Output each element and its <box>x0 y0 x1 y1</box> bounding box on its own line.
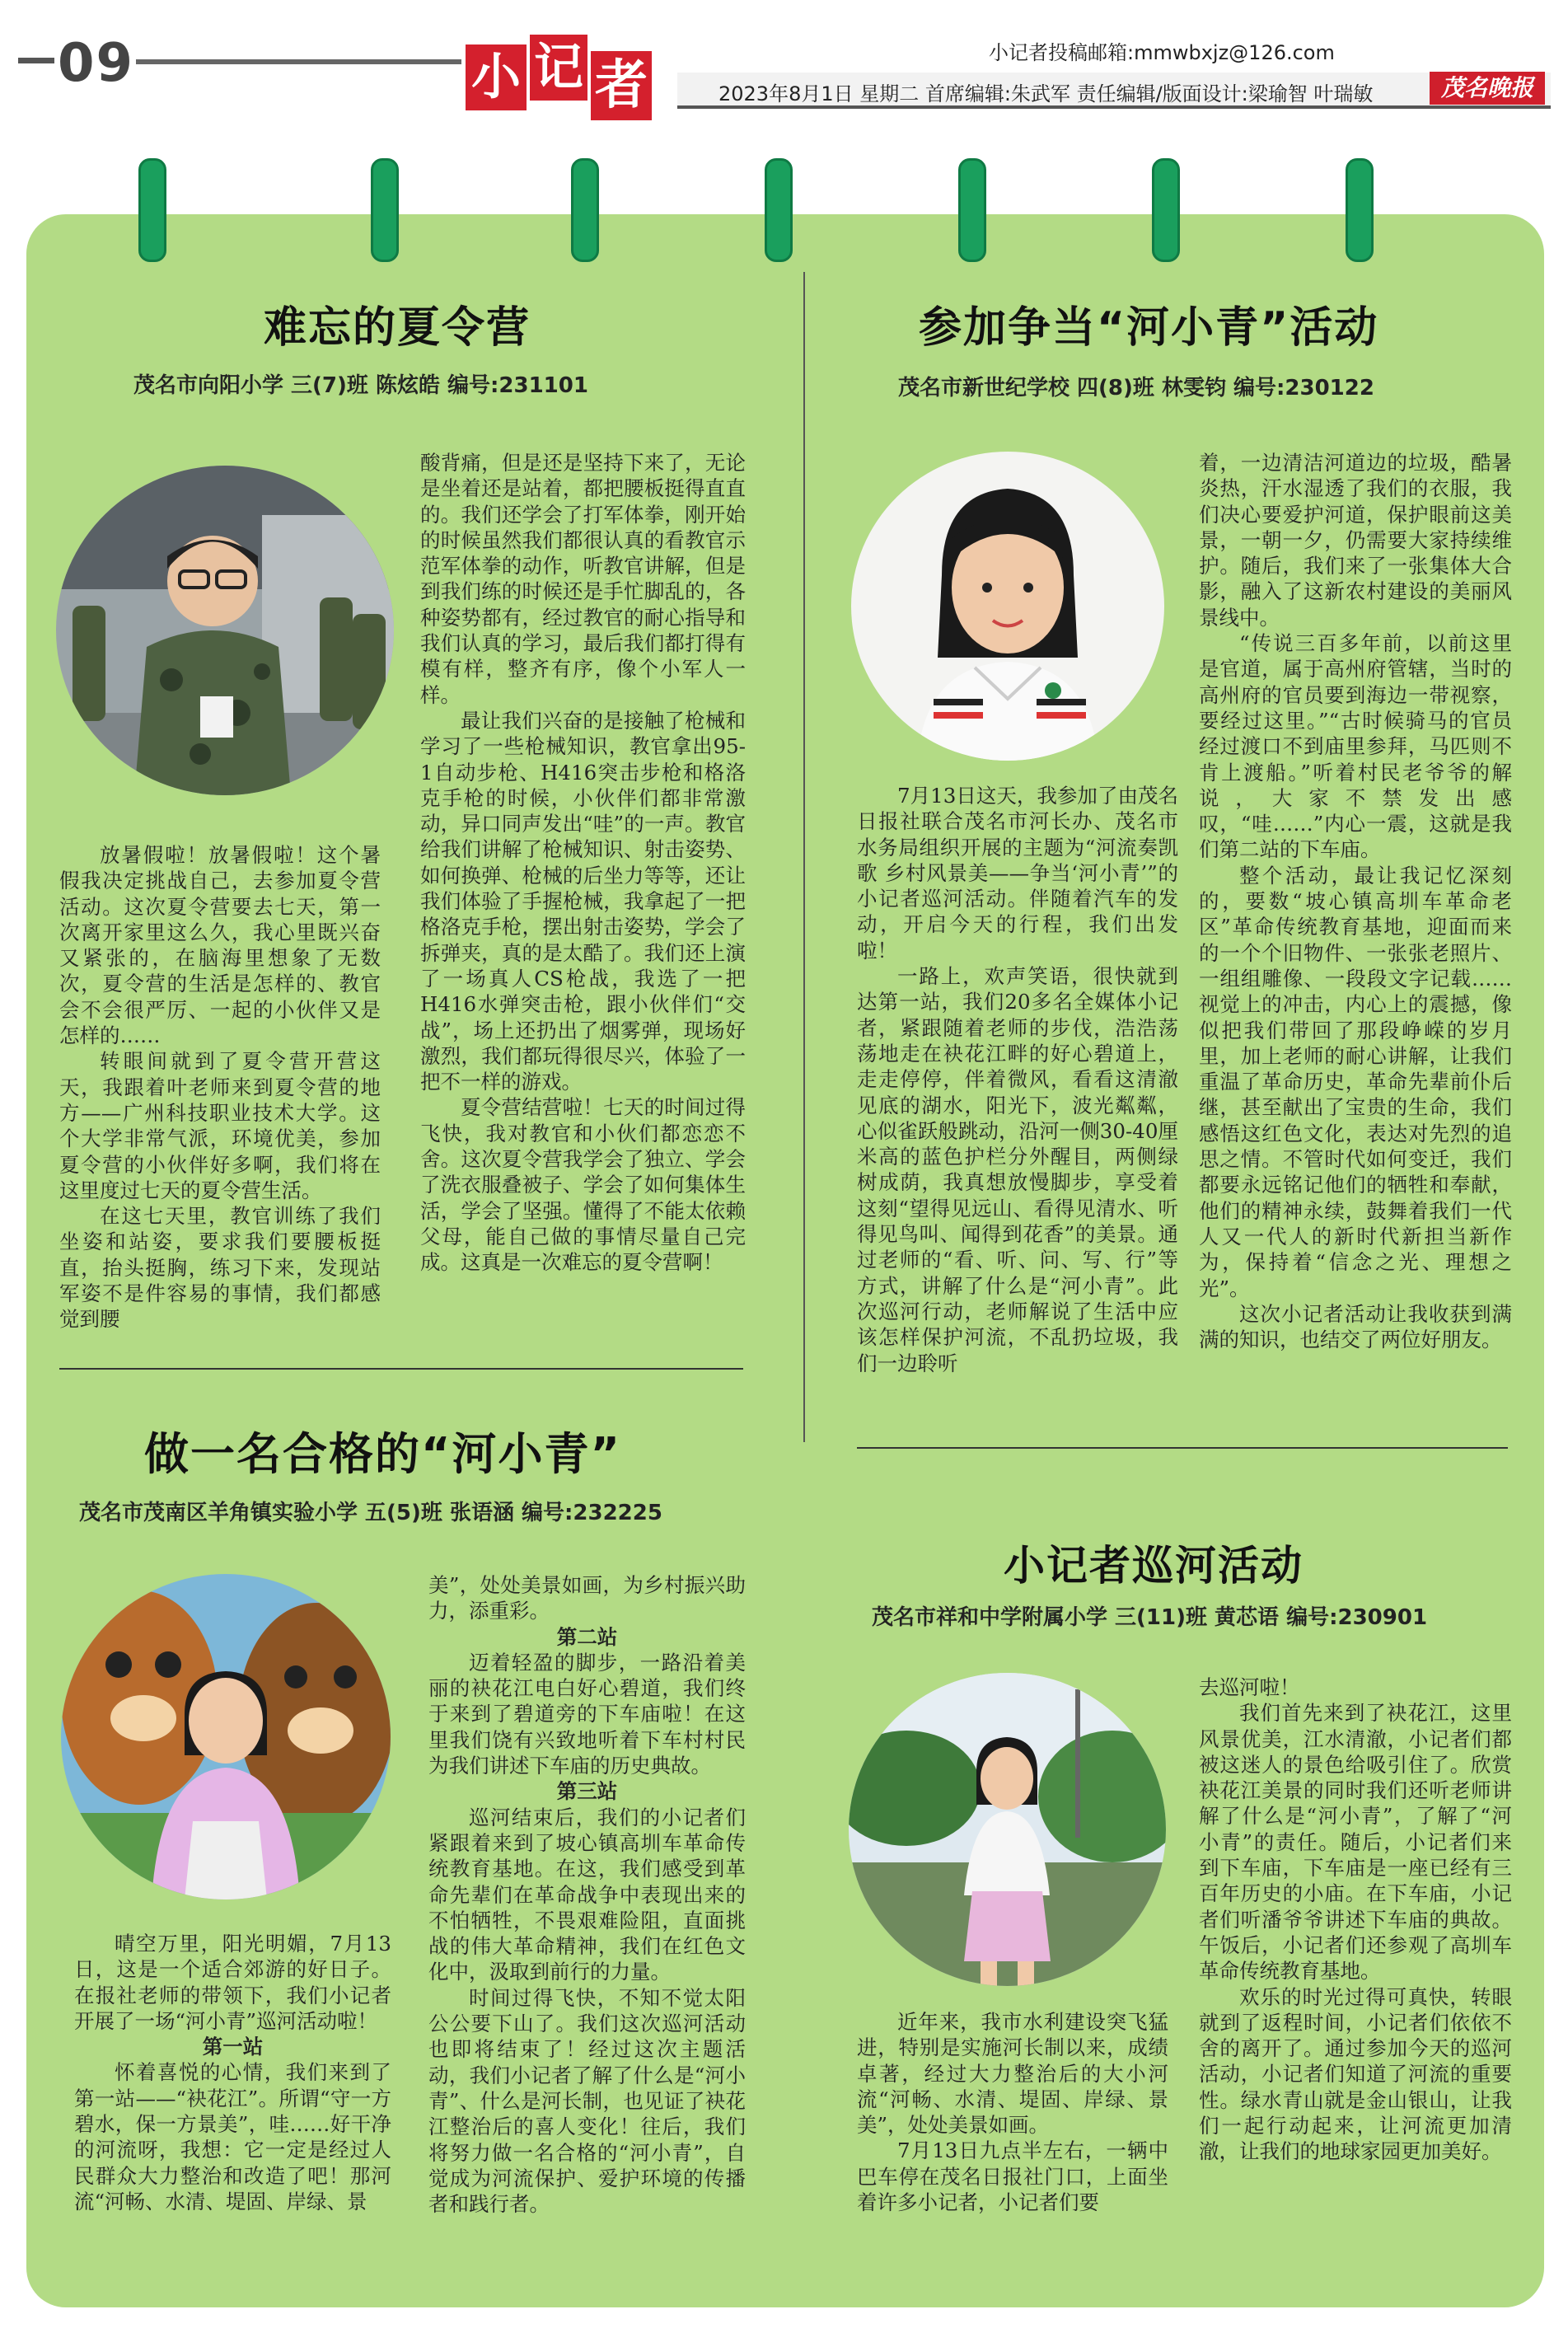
binder-ring-icon <box>371 158 399 262</box>
column-divider <box>803 272 805 1442</box>
paragraph: 近年来，我市水利建设突飞猛进，特别是实施河长制以来，成绩卓著，经过大力整治后的大小河流“河畅、水清、堤固、岸绿、景美”，处处美景如画。 <box>857 2010 1168 2138</box>
binder-ring-icon <box>1152 158 1180 262</box>
article-byline: 茂名市新世纪学校 四(8)班 林雯钧 编号:230122 <box>898 376 1374 400</box>
issue-meta: 2023年8月1日 星期二 首席编辑:朱武军 责任编辑/版面设计:梁瑜智 叶瑞敏 <box>718 82 1374 105</box>
photo-boy-camp-image <box>56 466 394 795</box>
article-3-column-2 <box>428 1572 746 2217</box>
article-byline: 茂名市向阳小学 三(7)班 陈炫皓 编号:231101 <box>133 373 588 398</box>
article-title: 难忘的夏令营 <box>264 303 531 353</box>
paragraph: 巡河结束后，我们的小记者们紧跟着来到了坡心镇高圳车革命传统教育基地。在这，我们感受到革命先辈们在革命战争中表现出来的不怕牺牲，不畏艰难险阻，直面挑战的伟大革命精神，我们在红色文化中，汲取到前行的力量。 <box>428 1805 746 1984</box>
paragraph: 时间过得飞快，不知不觉太阳公公要下山了。我们这次巡河活动也即将结束了！经过这次主题活动，我们小记者了解了什么是“河小青”、什么是河长制，也见证了袂花江整治后的喜人变化！往后，我们将努力做一名合格的“河小青”，自觉成为河流保护、爱护环境的传播者和践行者。 <box>428 1985 746 2217</box>
author-photo <box>61 1574 391 1899</box>
subheading: 第二站 <box>556 1624 618 1649</box>
binder-ring-icon <box>765 158 793 262</box>
paragraph: 欢乐的时光过得可真快，转眼就到了返程时间，小记者们依依不舍的离开了。通过参加今天的巡河活动，小记者们知道了河流的重要性。绿水青山就是金山银山，让我们一起行动起来，让河流更加清澈，让我们的地球家园更加美好。 <box>1199 1984 1512 2164</box>
paragraph: 整个活动，最让我记忆深刻的，要数“坡心镇高圳车革命老区”革命传统教育基地，迎面而来的一个个旧物件、一张张老照片、一组组雕像、一段段文字记载……视觉上的冲击，内心上的震撼，像似把我们带回了那段峥嵘的岁月里，加上老师的耐心讲解，让我们重温了革命历史，革命先辈前仆后继，甚至献出了宝贵的生命，我们感悟这红色文化，表达对先烈的追思之情。不管时代如何变迁，我们都要永远铭记他们的牺牲和奉献，他们的精神永续，鼓舞着我们一代人又一代人的新时代新担当新作为，保持着“信念之光、理想之光”。 <box>1199 863 1512 1300</box>
meta-bar <box>677 73 1551 109</box>
paragraph: 迈着轻盈的脚步，一路沿着美丽的袂花江电白好心碧道，我们终于来到了碧道旁的下车庙啦！在这里我们饶有兴致地听着下车村村民为我们讲述下车庙的历史典故。 <box>428 1650 746 1778</box>
paragraph: 7月13日九点半左右，一辆中巴车停在茂名日报社门口，上面坐着许多小记者，小记者们要 <box>857 2138 1168 2215</box>
article-title: 做一名合格的“河小青” <box>144 1428 621 1480</box>
page-number: 09 <box>58 33 135 94</box>
article-1-column-2 <box>420 450 746 1276</box>
paragraph: 着，一边清洁河道边的垃圾，酷暑炎热，汗水湿透了我们的衣服，我们决心要爱护河道，保护眼前这美景，一朝一夕，仍需要大家持续维护。随后，我们来了一张集体大合影，融入了这新农村建设的美丽风景线中。 <box>1199 451 1512 630</box>
photo-girl-bears-image <box>61 1574 391 1899</box>
article-2-column-1 <box>857 783 1178 1376</box>
masthead-rule <box>136 59 461 64</box>
article-2-column-2 <box>1199 450 1512 1352</box>
paragraph: 放暑假啦！放暑假啦！这个暑假我决定挑战自己，去参加夏令营活动。这次夏令营要去七天，第一次离开家里这么久，我心里既兴奋又紧张的，在脑海里想象了无数次，夏令营的生活是怎样的、教官会不会很严厉、一起的小伙伴又是怎样的…… <box>59 843 381 1048</box>
article-byline: 茂名市茂南区羊角镇实验小学 五(5)班 张语涵 编号:232225 <box>79 1501 662 1525</box>
article-divider-right <box>857 1447 1508 1449</box>
section-logo <box>466 28 672 120</box>
author-photo <box>56 466 394 795</box>
paragraph: 去巡河啦！ <box>1199 1675 1300 1699</box>
contact-email: 小记者投稿邮箱:mmwbxjz@126.com <box>989 41 1335 64</box>
article-byline: 茂名市祥和中学附属小学 三(11)班 黄芯语 编号:230901 <box>872 1605 1428 1630</box>
paragraph: 7月13日这天，我参加了由茂名日报社联合茂名市河长办、茂名市水务局组织开展的主题为“河流奏凯歌 乡村风景美——争当‘河小青’”的小记者巡河活动。伴随着汽车的发动，开启今天的行程，我们出发啦！ <box>857 784 1178 963</box>
paragraph: 转眼间就到了夏令营开营这天，我跟着叶老师来到夏令营的地方——广州科技职业技术大学。这个大学非常气派，环境优美，参加夏令营的小伙伴好多啊，我们将在这里度过七天的夏令营生活。 <box>59 1049 381 1202</box>
binder-ring-icon <box>138 158 166 262</box>
paragraph: 这次小记者活动让我收获到满满的知识，也结交了两位好朋友。 <box>1199 1301 1512 1352</box>
paragraph: 夏令营结营啦！七天的时间过得飞快，我对教官和小伙们都恋恋不舍。这次夏令营我学会了独立、学会了洗衣服叠被子、学会了如何集体生活，学会了坚强。懂得了不能太依赖父母，能自己做的事情尽量自己完成。这真是一次难忘的夏令营啊！ <box>420 1095 746 1275</box>
paragraph: 一路上，欢声笑语，很快就到达第一站，我们20多名全媒体小记者，紧跟随着老师的步伐，浩浩荡荡地走在袂花江畔的好心碧道上，走走停停，伴着微风，看看这清澈见底的湖水，阳光下，波光粼粼，心似雀跃般跳动，沿河一侧30-40厘米高的蓝色护栏分外醒目，两侧绿树成荫，我真想放慢脚步，享受着这刻“望得见远山、看得见清水、听得见鸟叫、闻得到花香”的美景。通过老师的“看、听、问、写、行”等方式，讲解了什么是“河小青”。此次巡河行动，老师解说了生活中应该怎样保护河流，不乱扔垃圾，我们一边聆听 <box>857 964 1178 1375</box>
paragraph: 在这七天里，教官训练了我们坐姿和站姿，要求我们要腰板挺直，抬头挺胸，练习下来，发现站军姿不是件容易的事情，我们都感觉到腰 <box>59 1204 381 1332</box>
paragraph: 我们首先来到了袂花江，这里风景优美，江水清澈，小记者们都被这迷人的景色给吸引住了。欣赏袂花江美景的同时我们还听老师讲解了什么是“河小青”，了解了“河小青”的责任。随后，小记者们来到下车庙，下车庙是一座已经有三百年历史的小庙。在下车庙，小记者们听潘爷爷讲述下车庙的典故。午饭后，小记者们还参观了高圳车革命传统教育基地。 <box>1199 1701 1512 1984</box>
paragraph: 怀着喜悦的心情，我们来到了第一站——“袂花江”。所谓“守一方碧水，保一方景美”，哇……好干净的河流呀，我想：它一定是经过人民群众大力整治和改造了吧！那河流“河畅、水清、堤固、岸绿、景 <box>74 2060 391 2213</box>
section-char-2: 记 <box>530 35 587 101</box>
subheading: 第三站 <box>556 1779 618 1804</box>
author-photo <box>849 1673 1166 1986</box>
article-1-column-1 <box>59 842 381 1333</box>
article-title: 参加争当“河小青”活动 <box>919 303 1379 353</box>
photo-girl-portrait-image <box>851 452 1164 761</box>
paragraph: “传说三百多年前，以前这里是官道，属于高州府管辖，当时的高州府的官员要到海边一带视察，要经过这里。”“古时候骑马的官员经过渡口不到庙里参拜，马匹则不肯上渡船。”听着村民老爷爷的解说，大家不禁发出感叹，“哇……”内心一震，这就是我们第二站的下车庙。 <box>1199 631 1512 862</box>
article-3-column-1 <box>74 1931 391 2214</box>
article-4-column-2 <box>1199 1675 1512 2165</box>
article-title: 小记者巡河活动 <box>1004 1542 1304 1590</box>
binder-ring-icon <box>1346 158 1374 262</box>
section-char-3: 者 <box>591 51 652 120</box>
author-photo <box>851 452 1164 761</box>
section-char-1: 小 <box>466 44 527 110</box>
paragraph: 最让我们兴奋的是接触了枪械和学习了一些枪械知识，教官拿出95-1自动步枪、H416突击步枪和格洛克手枪的时候，小伙伴们都非常激动，异口同声发出“哇”的一声。教官给我们讲解了枪械知识、射击姿势、如何换弹、枪械的后坐力等等，还让我们体验了手握枪械，我拿起了一把格洛克手枪，摆出射击姿势，学会了拆弹夹，真的是太酷了。我们还上演了一场真人CS枪战，我选了一把H416水弹突击枪，跟小伙伴们“交战”，场上还扔出了烟雾弹，现场好激烈，我们都玩得很尽兴，体验了一把不一样的游戏。 <box>420 708 746 1094</box>
subheading: 第一站 <box>202 2035 264 2059</box>
article-4-column-1 <box>857 2009 1168 2215</box>
article-divider-left <box>59 1368 743 1370</box>
paragraph: 酸背痛，但是还是坚持下来了，无论是坐着还是站着，都把腰板挺得直直的。我们还学会了打军体拳，刚开始的时候虽然我们都很认真的看教官示范军体拳的动作，听教官讲解，但是到我们练的时候还是手忙脚乱的，各种姿势都有，经过教官的耐心指导和我们认真的学习，最后我们都打得有模有样，整齐有序，像个小军人一样。 <box>420 451 746 707</box>
paragraph: 晴空万里，阳光明媚，7月13日，这是一个适合郊游的好日子。在报社老师的带领下，我们小记者开展了一场“河小青”巡河活动啦！ <box>74 1932 391 2033</box>
masthead-dash <box>18 58 54 63</box>
photo-girl-park-image <box>849 1673 1166 1986</box>
paragraph: 美”，处处美景如画，为乡村振兴助力，添重彩。 <box>428 1573 746 1623</box>
binder-ring-icon <box>958 158 986 262</box>
newspaper-logo: 茂名晚报 <box>1430 72 1545 105</box>
binder-ring-icon <box>571 158 599 262</box>
